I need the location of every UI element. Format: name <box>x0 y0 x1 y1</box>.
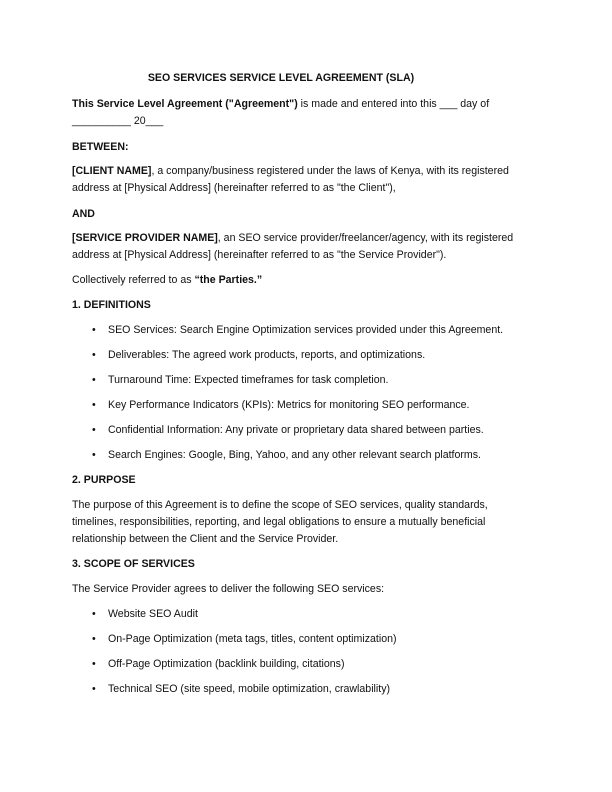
bullet-icon: • <box>92 633 96 645</box>
purpose-heading: 2. PURPOSE <box>72 474 136 486</box>
intro-rest: is made and entered into this ___ day of <box>297 98 490 110</box>
bullet-icon: • <box>92 449 96 461</box>
intro-paragraph <box>72 96 537 130</box>
bullet-icon: • <box>92 424 96 436</box>
purpose-paragraph: The purpose of this Agreement is to define the scope of SEO services, quality standards, timelines, responsibilities, reporting, and legal obligations to ensure a mutually beneficial relationship between the Client and the Service Provider. <box>72 499 488 545</box>
between-heading: BETWEEN: <box>72 141 129 153</box>
bullet-icon: • <box>92 683 96 695</box>
intro-bold: This Service Level Agreement ("Agreement") <box>72 98 298 110</box>
client-name: [CLIENT NAME] <box>72 165 152 177</box>
client-paragraph <box>72 163 537 197</box>
collectively-line <box>72 272 537 289</box>
client-line2: address at [Physical Address] (hereinafter referred to as "the Client"), <box>72 182 396 194</box>
bullet-icon: • <box>92 658 96 670</box>
bullet-icon: • <box>92 349 96 361</box>
scope-intro: The Service Provider agrees to deliver the following SEO services: <box>72 583 385 595</box>
client-line1: , a company/business registered under the laws of Kenya, with its registered <box>151 165 509 177</box>
document-page: SEO SERVICES SERVICE LEVEL AGREEMENT (SLA) This Service Level Agreement ("Agreement") is made and entered into this ___ day of __________ 20___ BETWEEN: [CLIENT NAME], a company/business registered under the laws of Kenya, with its registered address at [Physical Address] (hereinafter referred to as "the Client"), AND [SERVICE PROVIDER NAME], an SEO service provider/freelancer/agency, with its registered address at [Physical Address] (hereinafter referred to as "the Service Provider"). Collectively referred to as “the Parties.” 1. DEFINITIONS • SEO Services: Search Engine Optimization services provided under this Agreement. • Deliverables: The agreed work products, reports, and optimizations. • Turnaround Time: Expected timeframes for task completion. • Key Performance Indicators (KPIs): Metrics for monitoring SEO performance. • Confidential Information: Any private or proprietary data shared between parties. • Search Engines: Google, Bing, Yahoo, and any other relevant search platforms. 2. PURPOSE The purpose of this Agreement is to define the scope of SEO services, quality standards, timelines, responsibilities, reporting, and legal obligations to ensure a mutually beneficial relationship between the Client and the Service Provider. 3. SCOPE OF SERVICES The Service Provider agrees to deliver the following SEO services: • Website SEO Audit • On-Page Optimization (meta tags, titles, content optimization) • Off-Page Optimization (backlink building, citations) • Technical SEO (site speed, mobile optimization, crawlability) <box>0 0 612 792</box>
provider-line1: , an SEO service provider/freelancer/agency, with its registered <box>217 232 514 244</box>
document-title: SEO SERVICES SERVICE LEVEL AGREEMENT (SLA) <box>147 72 415 84</box>
definitions-heading: 1. DEFINITIONS <box>72 299 151 311</box>
bullet-icon: • <box>92 374 96 386</box>
bullet-icon: • <box>92 399 96 411</box>
intro-line2: __________ 20___ <box>72 115 164 127</box>
parties-term: “the Parties.” <box>194 274 263 286</box>
provider-name: [SERVICE PROVIDER NAME] <box>72 232 218 244</box>
provider-line2: address at [Physical Address] (hereinafter referred to as "the Service Provider"). <box>72 249 447 261</box>
provider-paragraph <box>72 230 537 264</box>
scope-heading: 3. SCOPE OF SERVICES <box>72 558 195 570</box>
bullet-icon: • <box>92 324 96 336</box>
bullet-icon: • <box>92 608 96 620</box>
and-heading: AND <box>72 208 95 220</box>
collectively-prefix: Collectively referred to as <box>72 274 195 286</box>
